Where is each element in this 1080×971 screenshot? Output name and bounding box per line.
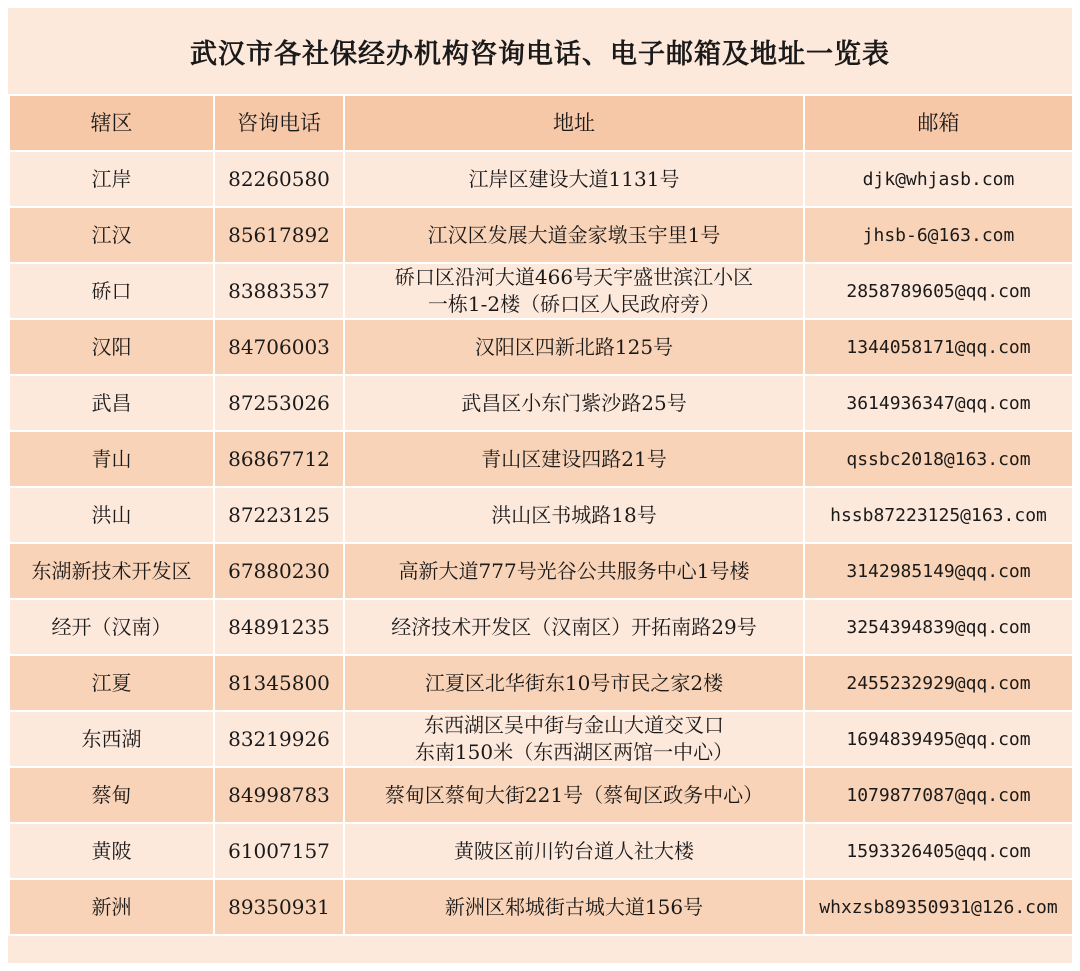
email-cell: 1079877087@qq.com xyxy=(804,767,1073,823)
district-cell: 武昌 xyxy=(9,375,214,431)
district-cell: 汉阳 xyxy=(9,319,214,375)
address-line: 江汉区发展大道金家墩玉宇里1号 xyxy=(427,222,721,247)
address-line: 硚口区沿河大道466号天宇盛世滨江小区 xyxy=(394,265,754,289)
district-cell: 江汉 xyxy=(9,207,214,263)
address-cell xyxy=(344,823,804,879)
address-line: 武昌区小东门紫沙路25号 xyxy=(461,390,687,415)
district-cell: 东湖新技术开发区 xyxy=(9,543,214,599)
phone-cell: 83219926 xyxy=(214,711,344,767)
table-row xyxy=(9,263,1073,319)
document-sheet xyxy=(8,8,1072,963)
phone-cell: 84706003 xyxy=(214,319,344,375)
address-line: 江岸区建设大道1131号 xyxy=(468,166,680,191)
table-row xyxy=(9,207,1073,263)
table-row xyxy=(9,711,1073,767)
header-email: 邮箱 xyxy=(804,95,1073,151)
phone-cell: 89350931 xyxy=(214,879,344,935)
email-cell: 3142985149@qq.com xyxy=(804,543,1073,599)
phone-cell: 84891235 xyxy=(214,599,344,655)
header-district: 辖区 xyxy=(9,95,214,151)
phone-cell: 85617892 xyxy=(214,207,344,263)
email-cell: jhsb-6@163.com xyxy=(804,207,1073,263)
table-title: 武汉市各社保经办机构咨询电话、电子邮箱及地址一览表 xyxy=(190,38,890,70)
table-row xyxy=(9,879,1073,935)
phone-cell: 87223125 xyxy=(214,487,344,543)
district-cell: 硚口 xyxy=(9,263,214,319)
address-line: 东西湖区吴中街与金山大道交叉口 xyxy=(424,713,724,737)
email-cell: 3614936347@qq.com xyxy=(804,375,1073,431)
phone-cell: 87253026 xyxy=(214,375,344,431)
address-line: 新洲区邾城街古城大道156号 xyxy=(444,894,704,919)
district-cell: 东西湖 xyxy=(9,711,214,767)
email-cell: 1694839495@qq.com xyxy=(804,711,1073,767)
district-cell: 蔡甸 xyxy=(9,767,214,823)
phone-cell: 67880230 xyxy=(214,543,344,599)
address-cell xyxy=(344,151,804,207)
header-row xyxy=(9,95,1073,151)
district-cell: 江岸 xyxy=(9,151,214,207)
address-cell xyxy=(344,319,804,375)
address-line: 汉阳区四新北路125号 xyxy=(474,334,674,359)
address-cell xyxy=(344,431,804,487)
address-cell xyxy=(344,263,804,319)
district-cell: 洪山 xyxy=(9,487,214,543)
phone-cell: 86867712 xyxy=(214,431,344,487)
address-line: 青山区建设四路21号 xyxy=(481,446,667,471)
email-cell: 3254394839@qq.com xyxy=(804,599,1073,655)
address-line: 经济技术开发区（汉南区）开拓南路29号 xyxy=(391,614,757,639)
address-cell xyxy=(344,767,804,823)
contact-table xyxy=(8,94,1074,936)
address-line: 江夏区北华街东10号市民之家2楼 xyxy=(424,670,724,695)
address-cell xyxy=(344,599,804,655)
table-row xyxy=(9,823,1073,879)
table-row xyxy=(9,431,1073,487)
address-cell xyxy=(344,879,804,935)
phone-cell: 61007157 xyxy=(214,823,344,879)
email-cell: 2858789605@qq.com xyxy=(804,263,1073,319)
phone-cell: 81345800 xyxy=(214,655,344,711)
table-row xyxy=(9,767,1073,823)
email-cell: 1344058171@qq.com xyxy=(804,319,1073,375)
address-line: 蔡甸区蔡甸大街221号（蔡甸区政务中心） xyxy=(384,782,764,807)
table-body xyxy=(9,151,1073,935)
district-cell: 黄陂 xyxy=(9,823,214,879)
address-line: 一栋1-2楼（硚口区人民政府旁） xyxy=(427,292,721,316)
table-row xyxy=(9,151,1073,207)
email-cell: 2455232929@qq.com xyxy=(804,655,1073,711)
email-cell: 1593326405@qq.com xyxy=(804,823,1073,879)
header-address: 地址 xyxy=(344,95,804,151)
district-cell: 青山 xyxy=(9,431,214,487)
table-row xyxy=(9,319,1073,375)
email-cell: whxzsb89350931@126.com xyxy=(804,879,1073,935)
district-cell: 江夏 xyxy=(9,655,214,711)
address-cell xyxy=(344,711,804,767)
address-cell xyxy=(344,207,804,263)
table-row xyxy=(9,487,1073,543)
address-cell xyxy=(344,655,804,711)
table-row xyxy=(9,599,1073,655)
table-row xyxy=(9,655,1073,711)
email-cell: djk@whjasb.com xyxy=(804,151,1073,207)
email-cell: qssbc2018@163.com xyxy=(804,431,1073,487)
table-row xyxy=(9,375,1073,431)
phone-cell: 83883537 xyxy=(214,263,344,319)
email-cell: hssb87223125@163.com xyxy=(804,487,1073,543)
phone-cell: 84998783 xyxy=(214,767,344,823)
address-cell xyxy=(344,543,804,599)
address-line: 东南150米（东西湖区两馆一中心） xyxy=(414,740,734,764)
phone-cell: 82260580 xyxy=(214,151,344,207)
address-line: 黄陂区前川钓台道人社大楼 xyxy=(454,838,694,863)
address-line: 洪山区书城路18号 xyxy=(491,502,657,527)
district-cell: 新洲 xyxy=(9,879,214,935)
address-cell xyxy=(344,375,804,431)
address-line: 高新大道777号光谷公共服务中心1号楼 xyxy=(398,558,750,583)
address-cell xyxy=(344,487,804,543)
header-phone: 咨询电话 xyxy=(214,95,344,151)
district-cell: 经开（汉南） xyxy=(9,599,214,655)
table-row xyxy=(9,543,1073,599)
